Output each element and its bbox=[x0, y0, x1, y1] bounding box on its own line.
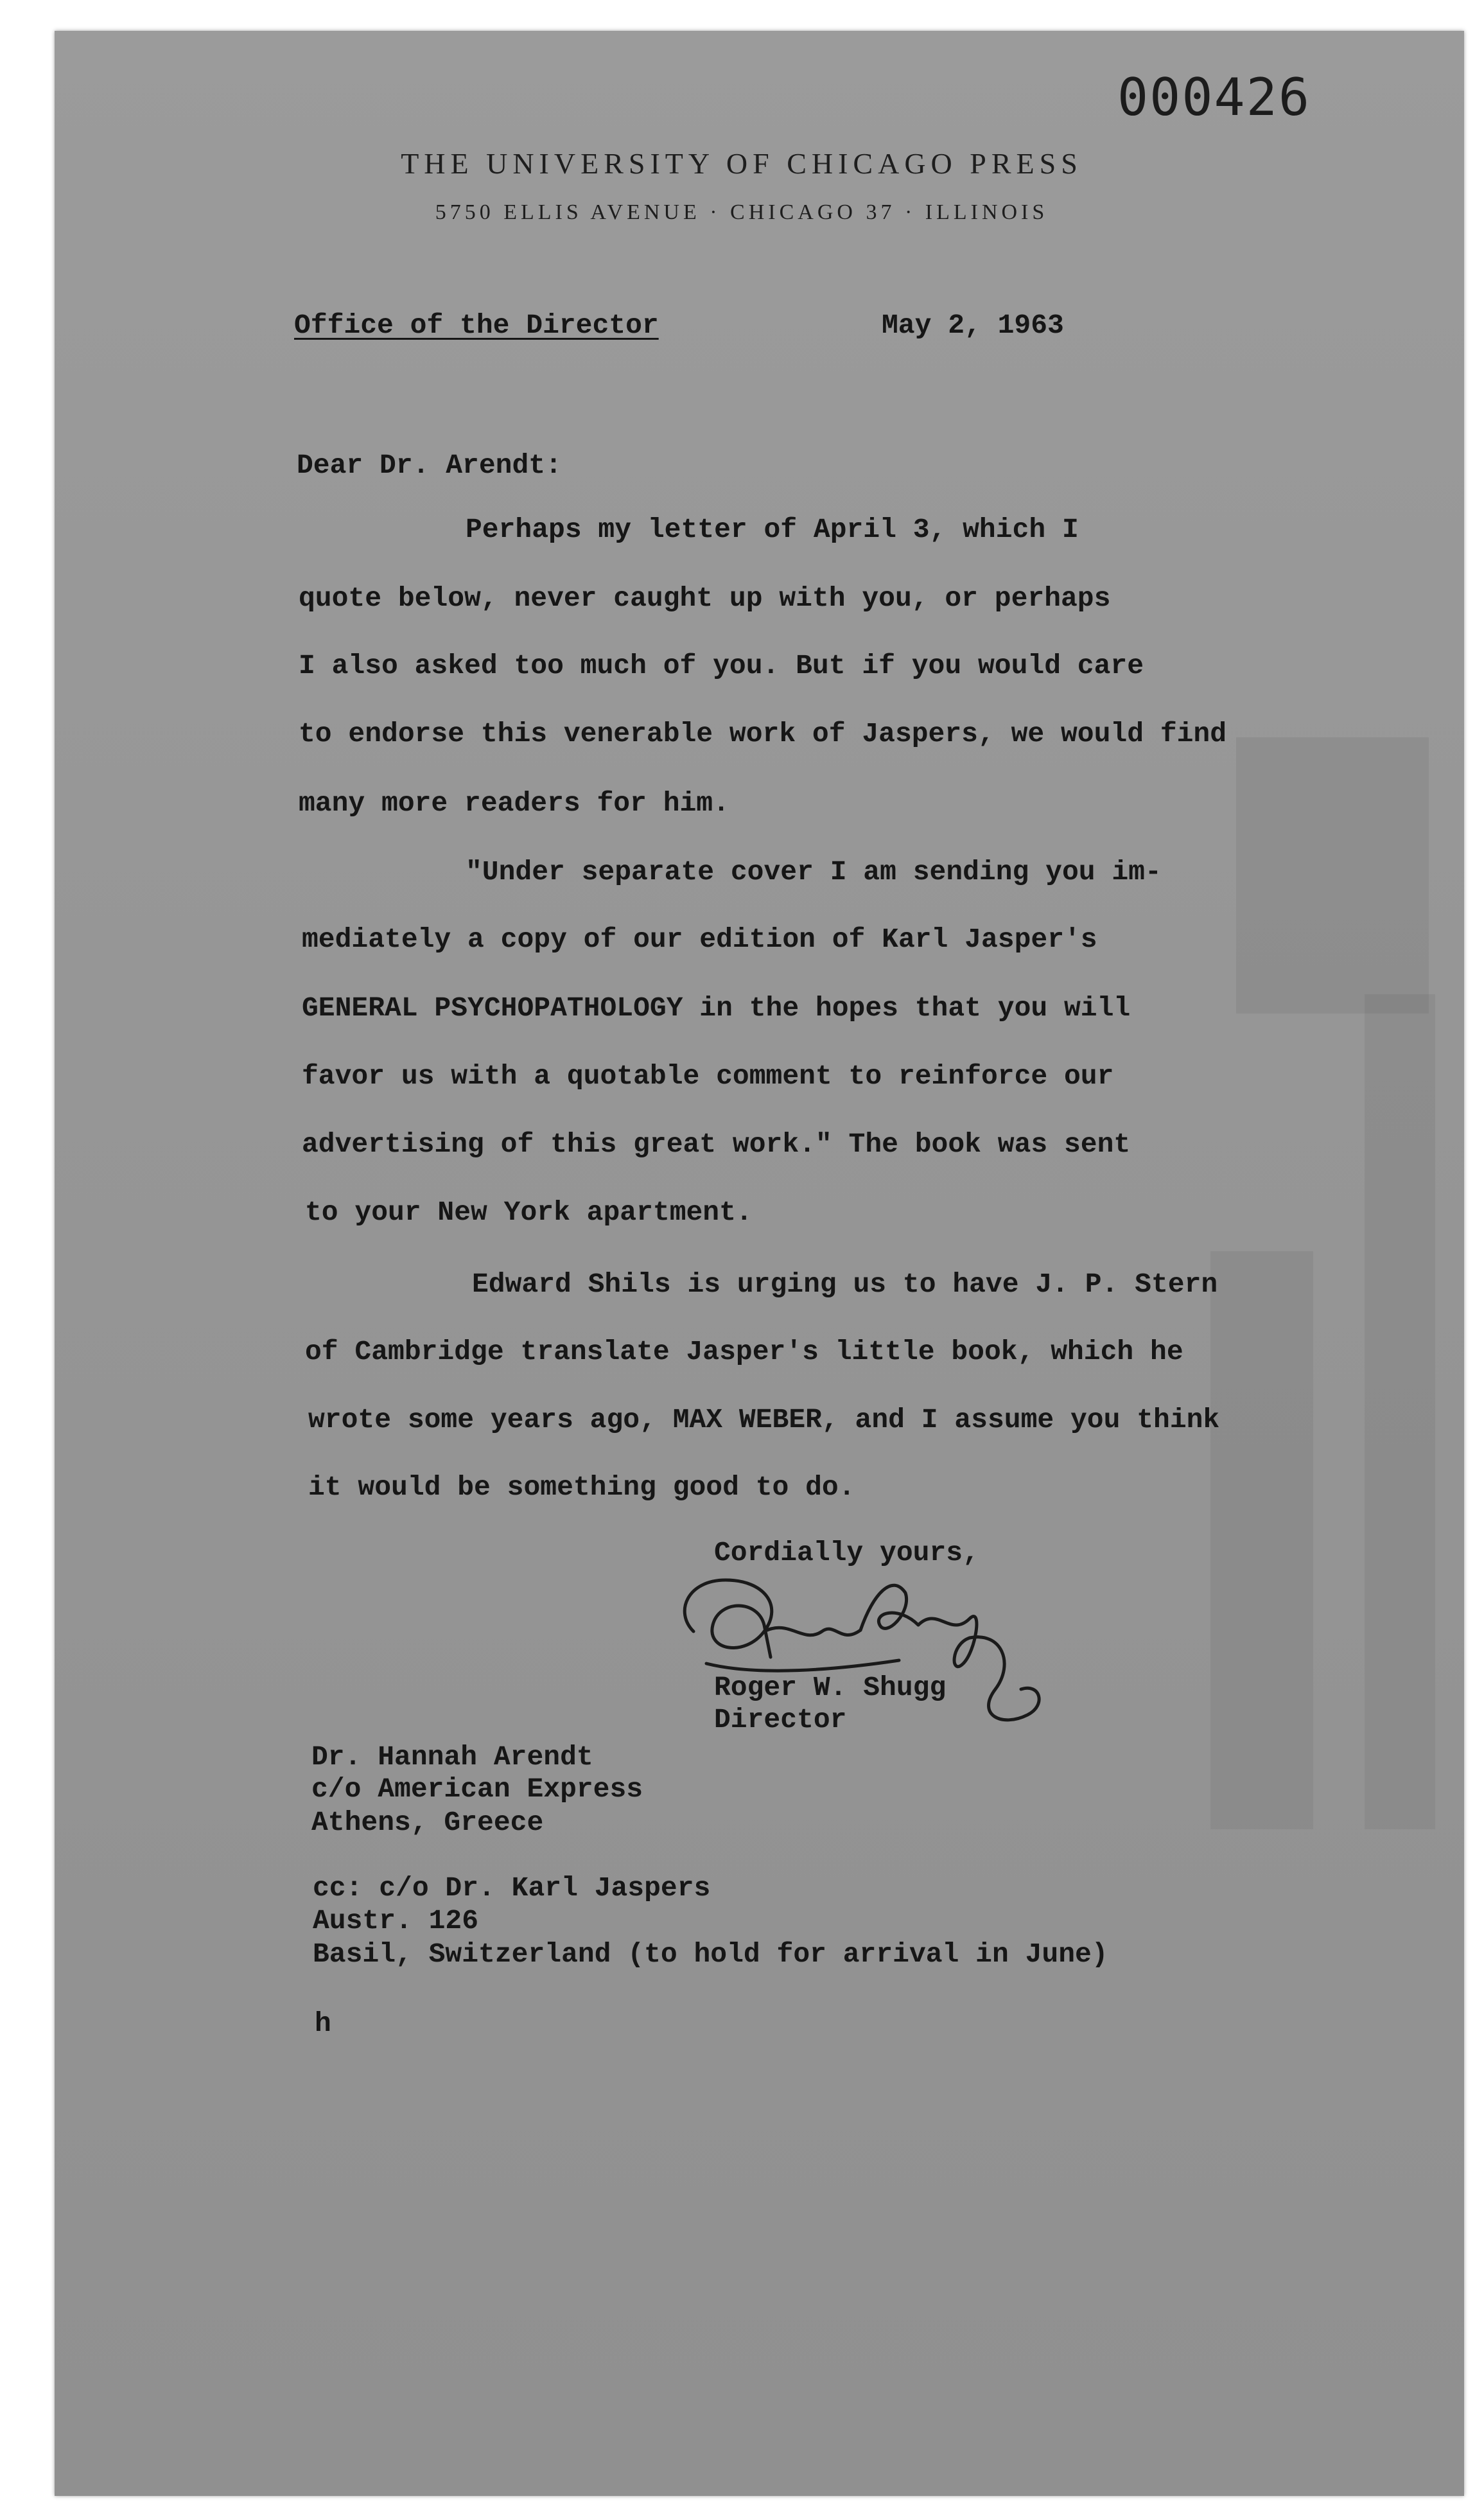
body-line: of Cambridge translate Jasper's little book, which he bbox=[305, 1336, 1183, 1367]
body-line: Edward Shils is urging us to have J. P. Stern bbox=[472, 1269, 1218, 1300]
cc-line: cc: c/o Dr. Karl Jaspers bbox=[313, 1872, 711, 1904]
body-line: it would be something good to do. bbox=[308, 1471, 855, 1503]
body-line: "Under separate cover I am sending you im- bbox=[466, 856, 1162, 888]
typist-initial: h bbox=[315, 2008, 331, 2039]
body-line: to your New York apartment. bbox=[305, 1197, 753, 1228]
body-line: quote below, never caught up with you, or perhaps bbox=[299, 583, 1111, 614]
body-line: Perhaps my letter of April 3, which I bbox=[466, 514, 1079, 545]
body-line: I also asked too much of you. But if you would care bbox=[299, 650, 1144, 681]
letterhead-address: 5750 ELLIS AVENUE · CHICAGO 37 · ILLINOIS bbox=[435, 200, 1049, 224]
office-line: Office of the Director bbox=[294, 310, 659, 341]
letter-date: May 2, 1963 bbox=[882, 310, 1064, 341]
salutation: Dear Dr. Arendt: bbox=[297, 450, 562, 481]
body-line: many more readers for him. bbox=[299, 787, 729, 819]
bleed-through-mark bbox=[1210, 1251, 1313, 1829]
recipient-line: c/o American Express bbox=[311, 1773, 643, 1805]
cc-line: Austr. 126 bbox=[313, 1905, 479, 1937]
body-line: favor us with a quotable comment to reinforce our bbox=[302, 1060, 1114, 1092]
body-line: wrote some years ago, MAX WEBER, and I assume you think bbox=[308, 1404, 1220, 1436]
signer-name: Roger W. Shugg bbox=[714, 1672, 947, 1703]
document-number: 000426 bbox=[1117, 67, 1311, 127]
recipient-line: Athens, Greece bbox=[311, 1807, 544, 1838]
signer-title: Director bbox=[714, 1704, 847, 1735]
closing: Cordially yours, bbox=[714, 1537, 979, 1568]
body-line: advertising of this great work." The book was sent bbox=[302, 1129, 1131, 1160]
body-line: GENERAL PSYCHOPATHOLOGY in the hopes that you will bbox=[302, 992, 1131, 1024]
body-line: to endorse this venerable work of Jaspers, we would find bbox=[299, 718, 1227, 750]
bleed-through-mark bbox=[1365, 994, 1435, 1829]
body-line: mediately a copy of our edition of Karl Jasper's bbox=[302, 924, 1097, 955]
bleed-through-mark bbox=[1236, 737, 1429, 1014]
recipient-line: Dr. Hannah Arendt bbox=[311, 1741, 593, 1773]
cc-line: Basil, Switzerland (to hold for arrival in June) bbox=[313, 1938, 1108, 1970]
letterhead-name: THE UNIVERSITY OF CHICAGO PRESS bbox=[401, 147, 1083, 180]
letter-sheet bbox=[55, 31, 1464, 2496]
